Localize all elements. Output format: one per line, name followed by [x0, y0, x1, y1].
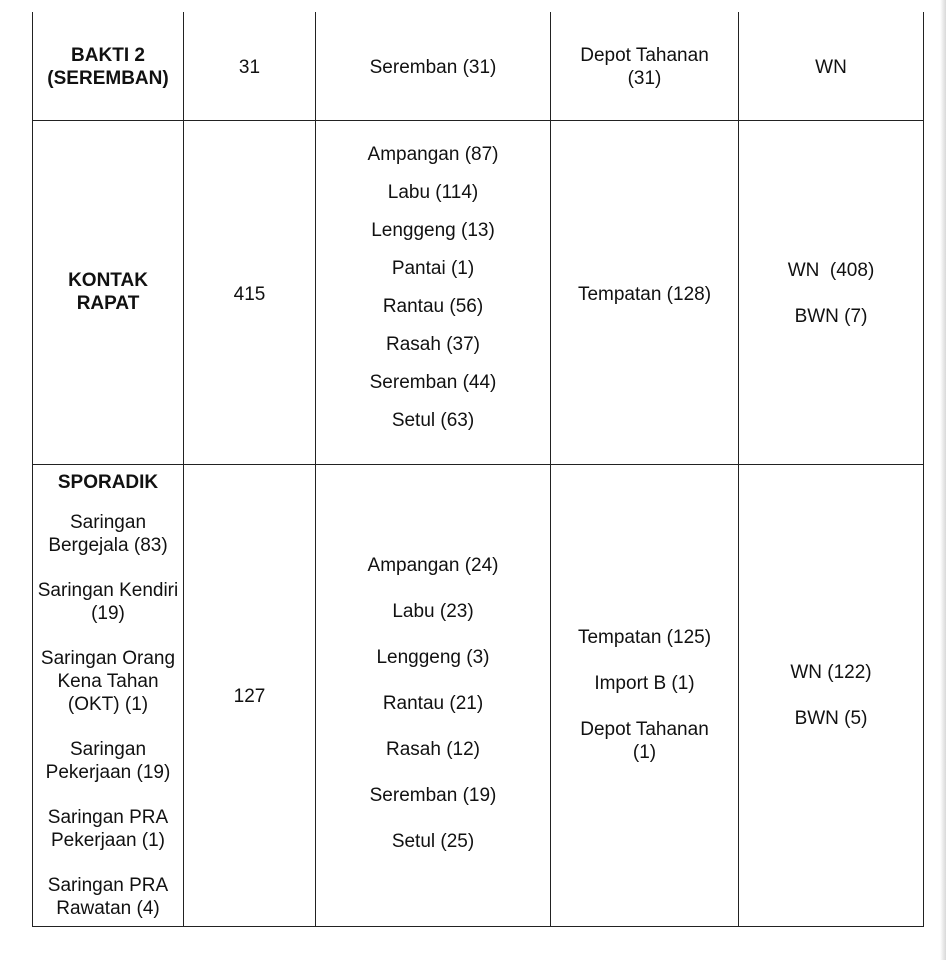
total-cell: [184, 684, 315, 708]
source-line: Import B (1): [594, 673, 695, 694]
page-edge-shadow: [940, 0, 946, 960]
location-cell: [316, 554, 550, 852]
location-item: Rantau (21): [382, 693, 484, 714]
subcategory-item: Saringan PRA Rawatan (4): [47, 875, 169, 919]
category-cell: [33, 44, 183, 90]
subcategory-item: Saringan Kendiri (19): [37, 580, 179, 624]
total-cell: [184, 55, 315, 79]
location-item: Pantai (1): [391, 258, 475, 279]
row-divider: [32, 464, 924, 465]
source-item: [580, 718, 709, 764]
location-item: Ampangan (87): [367, 144, 499, 165]
citizenship-cell: [739, 55, 923, 79]
total-cell: [184, 282, 315, 306]
source-cell: [551, 44, 738, 90]
source-line: Depot Tahanan: [580, 719, 709, 740]
location-item: Rasah (37): [386, 334, 480, 355]
citizenship-cell: [739, 661, 923, 731]
column-divider: [183, 12, 184, 927]
subcategory-item: Saringan Orang Kena Tahan (OKT) (1): [40, 648, 176, 715]
location-item: Lenggeng (3): [376, 647, 490, 668]
location-item: Setul (63): [391, 410, 475, 431]
row-divider: [32, 120, 924, 121]
location-item: Rasah (12): [386, 739, 480, 760]
total-value: 127: [233, 685, 266, 707]
source-cell: [551, 626, 738, 776]
location-item: Labu (23): [392, 601, 474, 622]
total-value: 415: [233, 283, 266, 305]
table-border-bottom: [32, 926, 924, 927]
citizenship-item: WN (408): [787, 259, 875, 281]
category-line: (SEREMBAN): [47, 68, 169, 89]
source-line: (1): [632, 742, 657, 763]
table-border-right: [923, 12, 924, 927]
location-cell: [316, 143, 550, 443]
location-item: Rantau (56): [382, 296, 484, 317]
citizenship-item: WN: [815, 56, 847, 78]
citizenship-item: WN (122): [790, 662, 872, 683]
category-line: RAPAT: [76, 293, 140, 314]
location-item: Seremban (31): [369, 56, 497, 78]
subcategory-item: Saringan Bergejala (83): [48, 512, 168, 556]
category-title: SPORADIK: [57, 472, 159, 493]
location-item: Ampangan (24): [367, 555, 499, 576]
category-cell: [33, 269, 183, 315]
citizenship-cell: [739, 258, 923, 328]
source-line: Depot Tahanan: [580, 45, 709, 66]
location-item: Setul (25): [391, 831, 475, 852]
category-cell: [33, 471, 183, 921]
subcategory-item: Saringan Pekerjaan (19): [45, 739, 171, 783]
citizenship-item: BWN (5): [794, 708, 868, 729]
total-value: 31: [238, 56, 261, 78]
source-line: Tempatan (125): [577, 627, 712, 648]
column-divider: [550, 12, 551, 927]
category-line: BAKTI 2: [71, 45, 145, 66]
subcategory-item: Saringan PRA Pekerjaan (1): [47, 807, 169, 851]
column-divider: [738, 12, 739, 927]
category-line: KONTAK: [68, 270, 148, 291]
location-item: Seremban (19): [369, 785, 497, 806]
source-line: (31): [627, 68, 662, 89]
location-cell: [316, 55, 550, 79]
source-line: Tempatan (128): [577, 283, 712, 305]
source-cell: [551, 282, 738, 306]
citizenship-item: BWN (7): [794, 305, 868, 327]
location-item: Seremban (44): [369, 372, 497, 393]
location-item: Labu (114): [387, 182, 479, 203]
location-item: Lenggeng (13): [371, 220, 495, 241]
